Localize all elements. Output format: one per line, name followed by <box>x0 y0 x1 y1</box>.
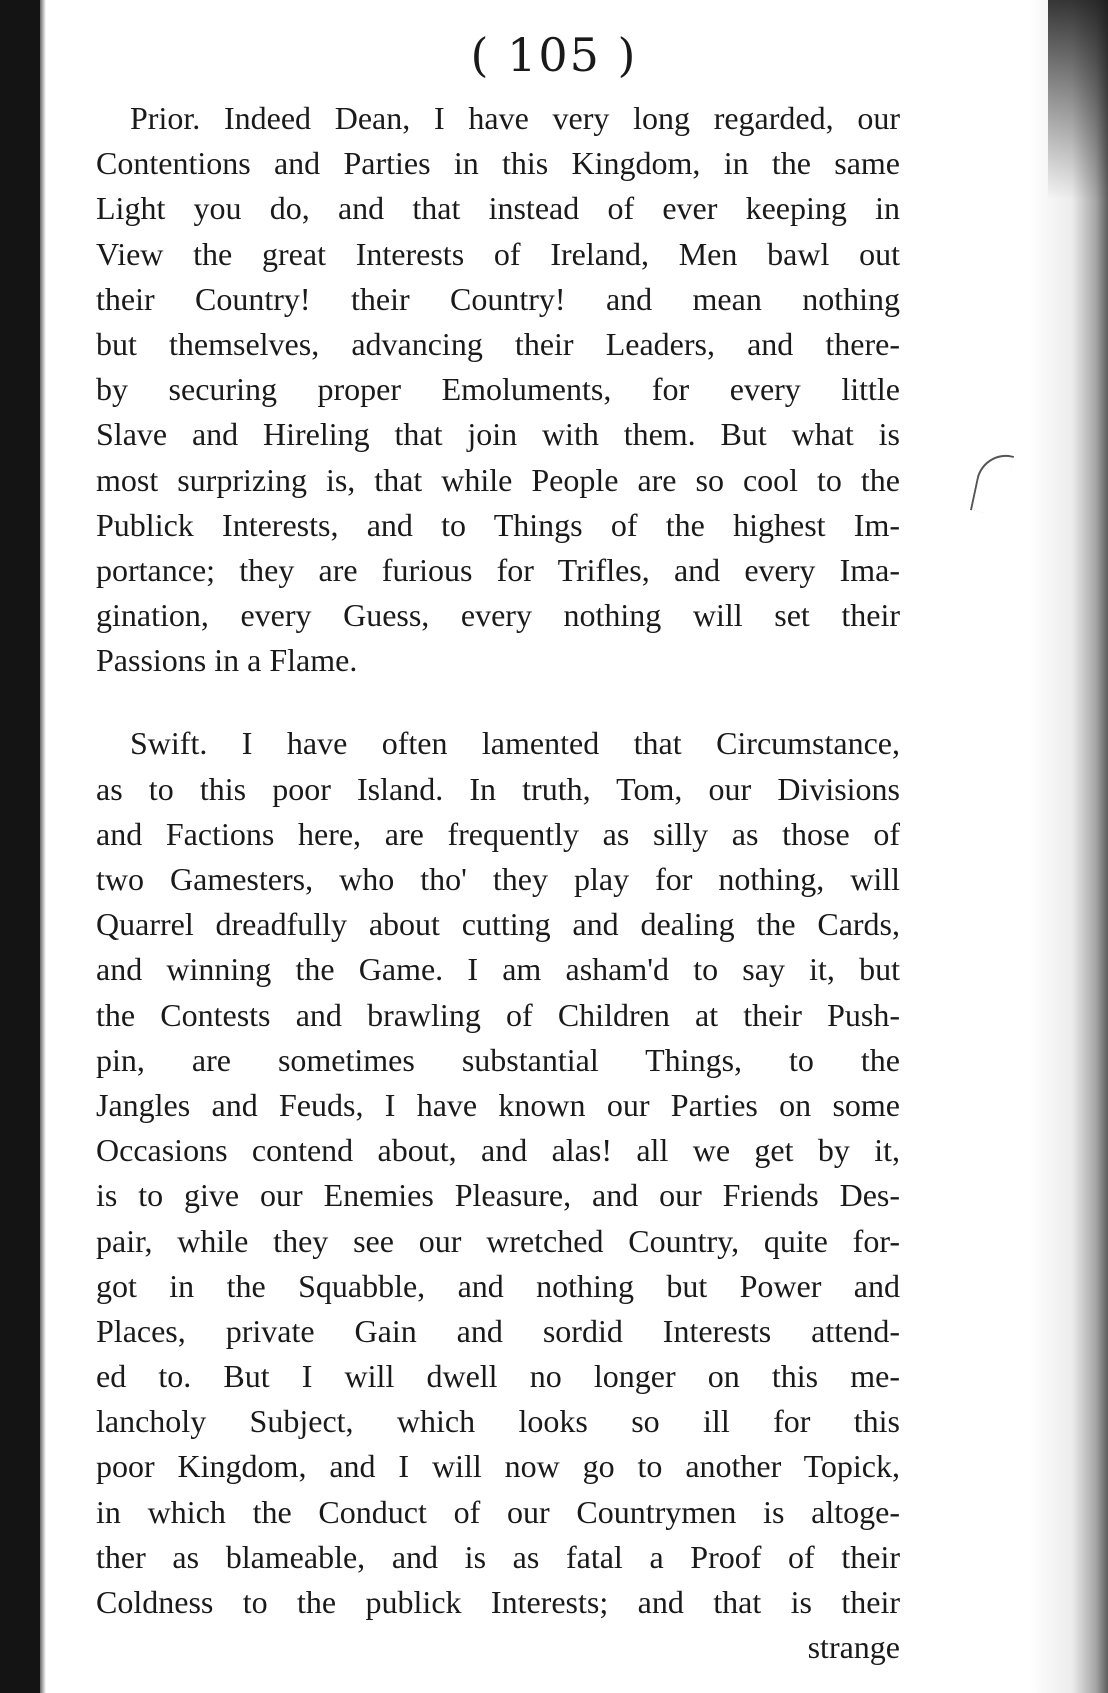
text-line: in which the Conduct of our Countrymen is altoge- <box>96 1493 900 1530</box>
text-line: Contentions and Parties in this Kingdom, in the same <box>96 145 900 182</box>
margin-pencil-mark <box>970 449 1014 516</box>
text-line: but themselves, advancing their Leaders, and there- <box>96 325 900 362</box>
text-line: View the great Interests of Ireland, Men bawl out <box>96 235 900 272</box>
text-line: poor Kingdom, and I will now go to another Topick, <box>96 1448 900 1485</box>
text-line: Light you do, and that instead of ever keeping in <box>96 190 900 227</box>
text-line: pin, are sometimes substantial Things, to the <box>96 1041 900 1078</box>
text-line: Prior. Indeed Dean, I have very long regarded, our <box>130 100 900 136</box>
text-line: got in the Squabble, and nothing but Power and <box>96 1267 900 1304</box>
text-line: is to give our Enemies Pleasure, and our Friends Des- <box>96 1177 900 1214</box>
page-edge-shadow <box>1028 0 1108 1693</box>
text-line: Places, private Gain and sordid Interests attend- <box>96 1312 900 1349</box>
text-line: Swift. I have often lamented that Circumstance, <box>130 725 900 762</box>
text-line: ther as blameable, and is as fatal a Proof of their <box>96 1538 900 1575</box>
text-line: Occasions contend about, and alas! all we get by it, <box>96 1132 900 1169</box>
spine-edge <box>40 0 46 1693</box>
text-line: two Gamesters, who tho' they play for nothing, will <box>96 861 900 897</box>
text-line: their Country! their Country! and mean nothing <box>96 280 900 317</box>
text-line: the Contests and brawling of Children at their Push- <box>96 996 900 1033</box>
text-line: Jangles and Feuds, I have known our Parties on some <box>96 1086 900 1123</box>
text-line: pair, while they see our wretched Country, quite for- <box>96 1222 900 1259</box>
text-line: and Factions here, are frequently as silly as those of <box>96 815 900 852</box>
paragraph-gap <box>96 683 900 721</box>
text-line: Quarrel dreadfully about cutting and dealing the Cards, <box>96 906 900 943</box>
text-line: portance; they are furious for Trifles, and every Ima- <box>96 551 900 588</box>
text-line: and winning the Game. I am asham'd to say it, but <box>96 951 900 988</box>
text-line: as to this poor Island. In truth, Tom, our Divisions <box>96 770 900 807</box>
text-line: Slave and Hireling that join with them. But what is <box>96 416 900 453</box>
paragraph-prior <box>96 96 900 683</box>
text-line: Passions in a Flame. <box>96 642 358 679</box>
book-spine-shadow <box>0 0 40 1693</box>
text-line: most surprizing is, that while People are so cool to the <box>96 461 900 498</box>
page-text <box>96 96 900 1670</box>
text-line: Publick Interests, and to Things of the highest Im- <box>96 506 900 543</box>
text-line: ed to. But I will dwell no longer on this me- <box>96 1358 900 1395</box>
catchword: strange <box>807 1629 900 1666</box>
text-line: gination, every Guess, every nothing will set their <box>96 597 900 634</box>
paragraph-swift <box>96 721 900 1625</box>
text-line: Coldness to the publick Interests; and that is their <box>96 1584 900 1620</box>
page-number: ( 105 ) <box>470 28 638 82</box>
text-line: lancholy Subject, which looks so ill for this <box>96 1403 900 1440</box>
text-line: by securing proper Emoluments, for every little <box>96 371 900 408</box>
